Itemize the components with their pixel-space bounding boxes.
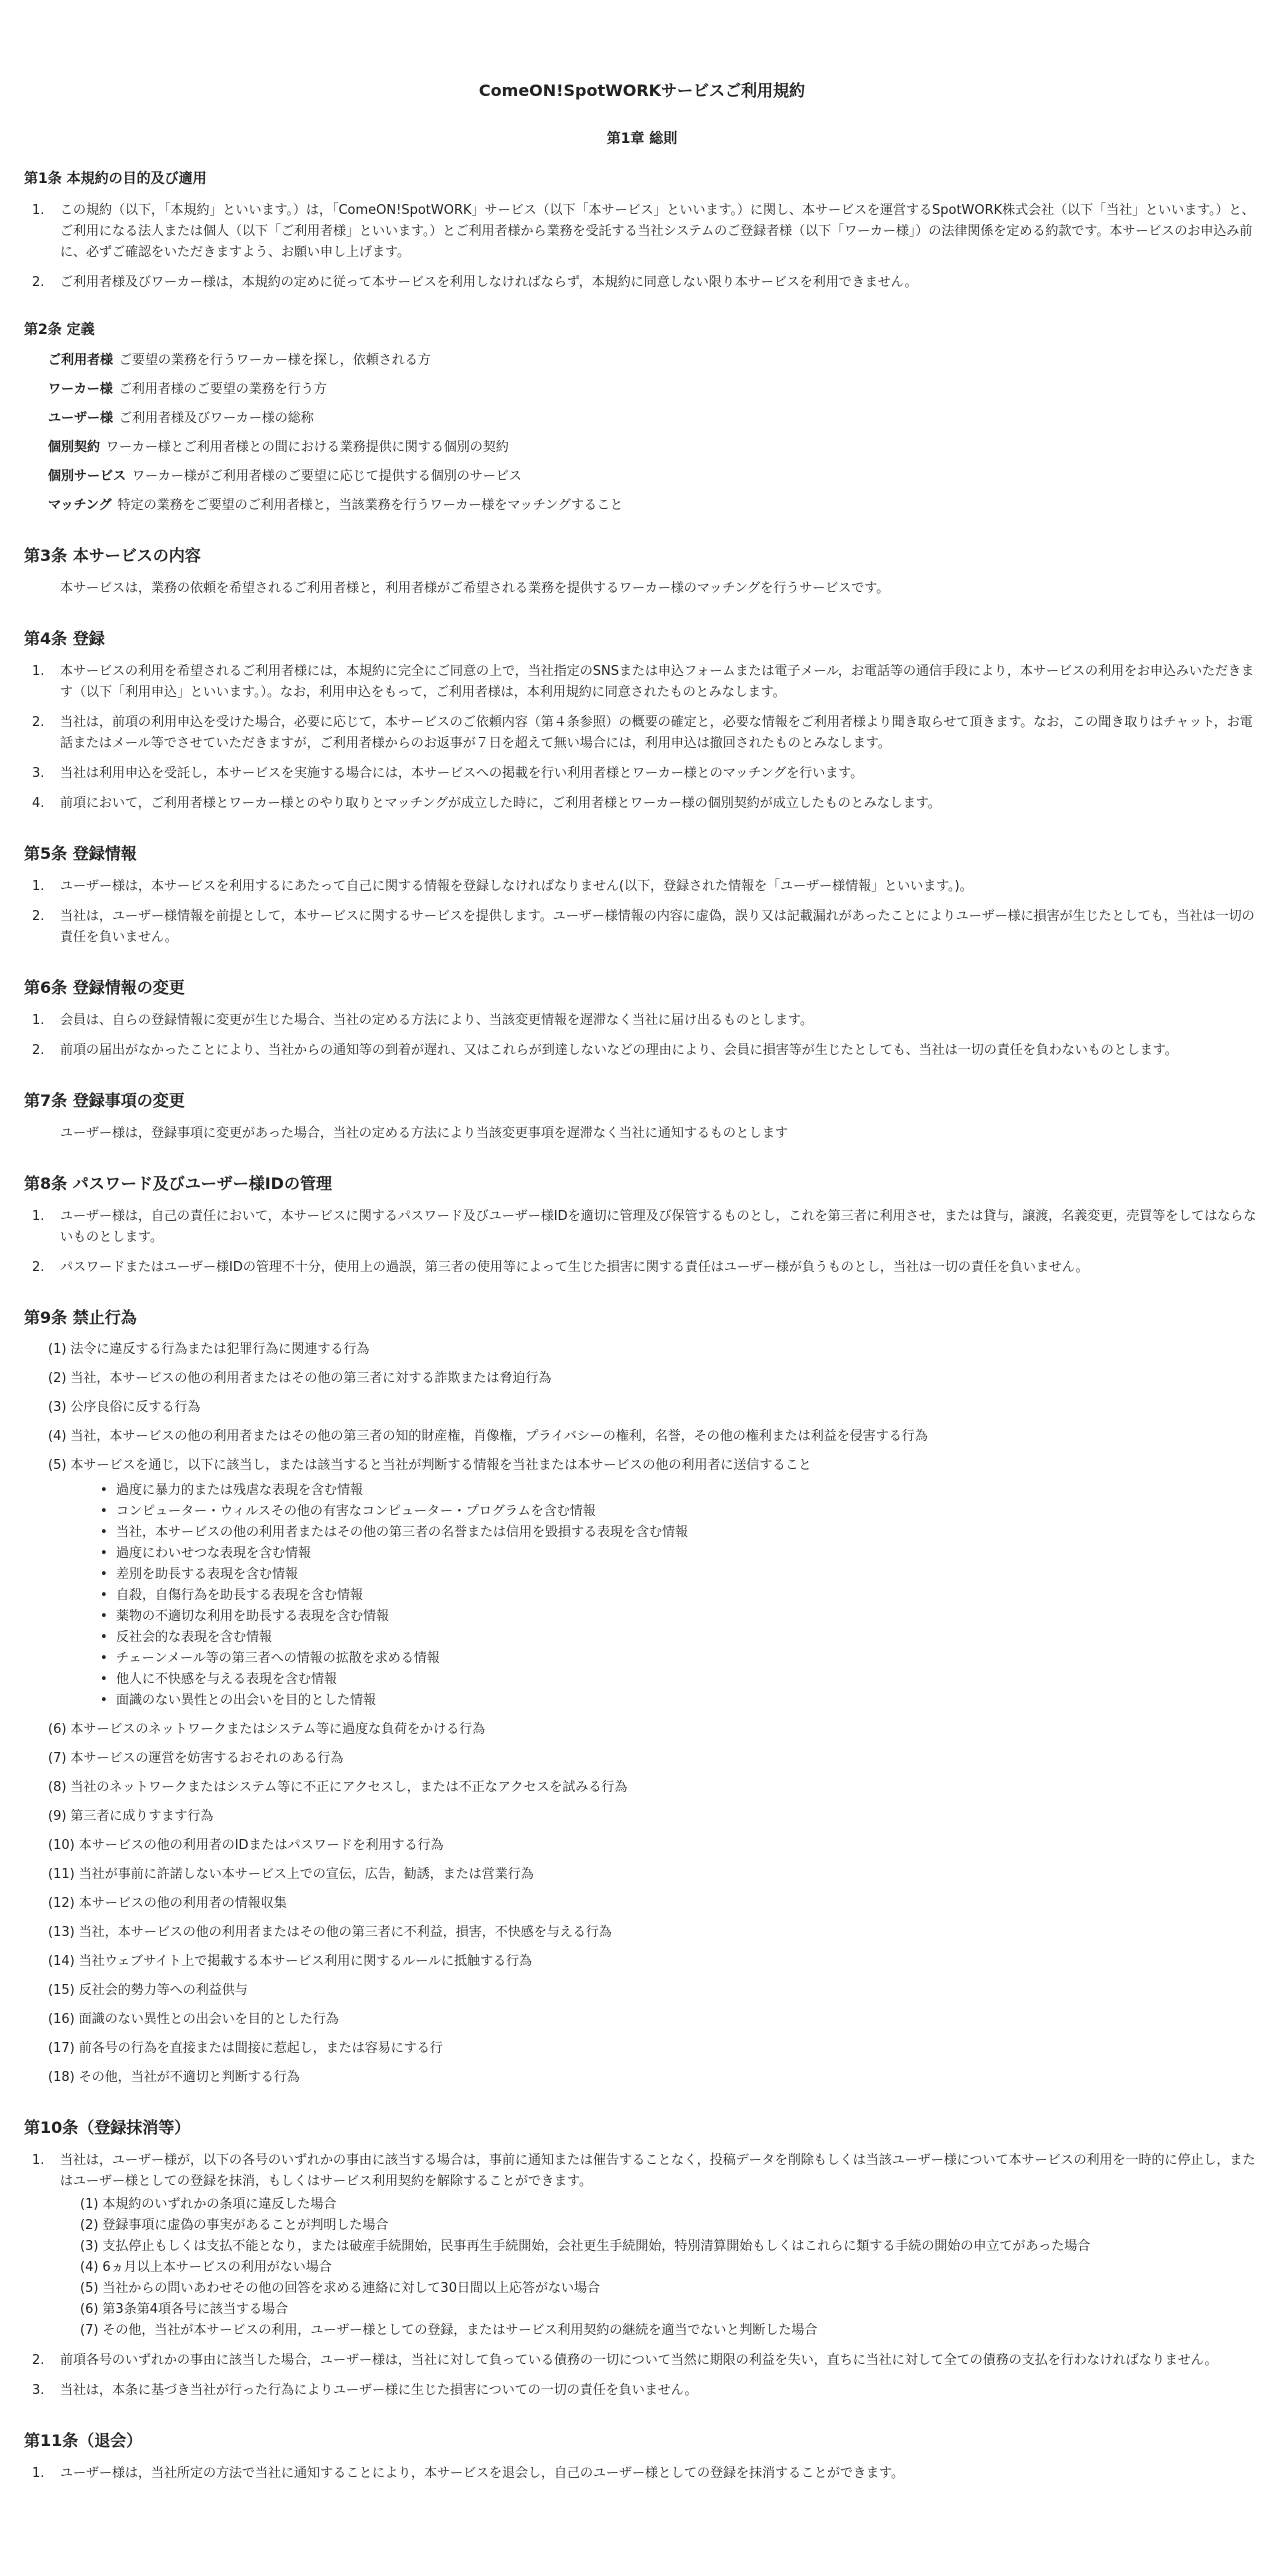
sub-item xyxy=(80,2236,1260,2257)
item-number: 4. xyxy=(32,796,45,811)
sub-item xyxy=(80,2257,1260,2278)
item-text: その他，当社が不適切と判断する行為 xyxy=(78,2070,300,2085)
item-number: 1. xyxy=(32,1013,45,1028)
article-6-list xyxy=(24,1010,1260,1061)
article-7-heading: 第7条 登録事項の変更 xyxy=(24,1091,185,1110)
item-number: 3. xyxy=(32,2383,45,2398)
sub-item xyxy=(80,2215,1260,2236)
definition-desc: ご要望の業務を行うワーカー様を探し，依頼される方 xyxy=(119,353,431,368)
definition-desc: ワーカー様がご利用者様のご要望に応じて提供する個別のサービス xyxy=(132,469,522,484)
sub-item-number: (1) xyxy=(80,2197,99,2212)
item-text: 本サービスの運営を妨害するおそれのある行為 xyxy=(70,1751,344,1766)
bullet-item: • 当社，本サービスの他の利用者またはその他の第三者の名誉または信用を毀損する表現を含む情報 xyxy=(98,1522,1260,1543)
sub-item-text: 本規約のいずれかの条項に違反した場合 xyxy=(102,2197,337,2212)
item-number: (6) xyxy=(48,1722,67,1737)
item-text: 法令に違反する行為または犯罪行為に関連する行為 xyxy=(70,1342,370,1357)
item-number: 1. xyxy=(32,1209,45,1224)
item-number: (5) xyxy=(48,1458,67,1473)
article-2-heading: 第2条 定義 xyxy=(24,322,95,338)
article-9 xyxy=(24,1308,1260,2088)
list-item xyxy=(24,1720,1260,1740)
item-text: 会員は、自らの登録情報に変更が生じた場合、当社の定める方法により、当該変更情報を遅滞なく当社に届け出るものとします。 xyxy=(60,1013,813,1028)
article-3-text: 本サービスは，業務の依頼を希望されるご利用者様と，利用者様がご希望される業務を提供するワーカー様のマッチングを行うサービスです。 xyxy=(60,581,890,596)
article-6-heading: 第6条 登録情報の変更 xyxy=(24,978,185,997)
list-item xyxy=(24,1749,1260,1769)
article-10-list xyxy=(24,2150,1260,2401)
list-item xyxy=(24,2068,1260,2088)
item-text: ユーザー様は，本サービスを利用するにあたって自己に関する情報を登録しなければなりません(以下，登録された情報を「ユーザー様情報」といいます。)。 xyxy=(60,879,973,894)
article-7-text: ユーザー様は，登録事項に変更があった場合，当社の定める方法により当該変更事項を遅滞なく当社に通知するものとします xyxy=(60,1126,788,1141)
list-item xyxy=(24,1398,1260,1418)
article-11 xyxy=(24,2431,1260,2484)
list-item xyxy=(24,1952,1260,1972)
bullet-item: • 過度にわいせつな表現を含む情報 xyxy=(98,1543,1260,1564)
item-number: (10) xyxy=(48,1838,75,1853)
definition-row xyxy=(24,380,1260,400)
definition-term: マッチング xyxy=(48,498,112,513)
list-item xyxy=(24,906,1260,948)
item-text: ユーザー様は，当社所定の方法で当社に通知することにより，本サービスを退会し，自己のユーザー様としての登録を抹消することができます。 xyxy=(60,2466,904,2481)
definition-desc: 特定の業務をご要望のご利用者様と，当該業務を行うワーカー様をマッチングすること xyxy=(117,498,623,513)
definition-term: 個別契約 xyxy=(48,440,101,455)
item-text: 当社は，前項の利用申込を受けた場合，必要に応じて，本サービスのご依頼内容（第４条参照）の概要の確定と，必要な情報をご利用者様より聞き取らせて頂きます。なお，この聞き取りはチャット，お電話またはメール等でさせていただきますが，ご利用者様からのお返事が７日を超えて無い場合には，利用申込は撤回されたものとみなします。 xyxy=(60,715,1253,751)
definition-row xyxy=(24,351,1260,371)
item-number: 2. xyxy=(32,909,45,924)
list-item xyxy=(24,272,1260,293)
item-text: 前項の届出がなかったことにより、当社からの通知等の到着が遅れ、又はこれらが到達しないなどの理由により、会員に損害等が生じたとしても、当社は一切の責任を負わないものとします。 xyxy=(60,1043,1178,1058)
item-number: 2. xyxy=(32,1043,45,1058)
item-text: 本サービスの他の利用者のIDまたはパスワードを利用する行為 xyxy=(78,1838,444,1853)
list-item xyxy=(24,876,1260,897)
list-item xyxy=(24,2350,1260,2371)
bullet-item: • 差別を助長する表現を含む情報 xyxy=(98,1564,1260,1585)
item-text: ご利用者様及びワーカー様は，本規約の定めに従って本サービスを利用しなければならず，本規約に同意しない限り本サービスを利用できません。 xyxy=(60,275,918,290)
item-text: 前項各号のいずれかの事由に該当した場合，ユーザー様は，当社に対して負っている債務の一切について当然に期限の利益を失い，直ちに当社に対して全ての債務の支払を行わなければなりません。 xyxy=(60,2353,1218,2368)
item-number: (11) xyxy=(48,1867,75,1882)
article-1-list xyxy=(24,200,1260,293)
list-item xyxy=(24,1865,1260,1885)
item-number: (9) xyxy=(48,1809,67,1824)
list-item xyxy=(24,1836,1260,1856)
item-number: 1. xyxy=(32,2153,45,2168)
item-number: (17) xyxy=(48,2041,75,2056)
item-number: 1. xyxy=(32,879,45,894)
sub-item xyxy=(80,2278,1260,2299)
definition-row xyxy=(24,496,1260,516)
list-item xyxy=(24,793,1260,814)
item-text: 当社は，本条に基づき当社が行った行為によりユーザー様に生じた損害についての一切の責任を負いません。 xyxy=(60,2383,698,2398)
definition-term: ユーザー様 xyxy=(48,411,114,426)
bullet-item: • 面識のない異性との出会いを目的とした情報 xyxy=(98,1690,1260,1711)
list-item xyxy=(24,1807,1260,1827)
list-item xyxy=(24,2463,1260,2484)
page-title: ComeON!SpotWORKサービスご利用規約 xyxy=(478,81,806,100)
list-item xyxy=(24,1369,1260,1389)
item-number: 1. xyxy=(32,2466,45,2481)
sub-item-text: 当社からの問いあわせその他の回答を求める連絡に対して30日間以上応答がない場合 xyxy=(102,2281,600,2296)
item-number: (14) xyxy=(48,1954,75,1969)
item-number: (13) xyxy=(48,1925,75,1940)
article-4-heading: 第4条 登録 xyxy=(24,629,105,648)
sub-item-text: 支払停止もしくは支払不能となり，または破産手続開始，民事再生手続開始，会社更生手続開始，特別清算開始もしくはこれらに類する手続の開始の申立てがあった場合 xyxy=(102,2239,1091,2254)
list-item xyxy=(24,1981,1260,2001)
item-text: 当社のネットワークまたはシステム等に不正にアクセスし，または不正なアクセスを試みる行為 xyxy=(70,1780,628,1795)
definition-desc: ご利用者様及びワーカー様の総称 xyxy=(119,411,314,426)
article-6 xyxy=(24,978,1260,1061)
list-item xyxy=(24,2380,1260,2401)
list-item xyxy=(24,2150,1260,2341)
article-7 xyxy=(24,1091,1260,1144)
item-text: 第三者に成りすます行為 xyxy=(70,1809,214,1824)
bullet-item: • 薬物の不適切な利用を助長する表現を含む情報 xyxy=(98,1606,1260,1627)
item-number: 1. xyxy=(32,664,45,679)
bullet-item: • 過度に暴力的または残虐な表現を含む情報 xyxy=(98,1480,1260,1501)
sub-list xyxy=(60,2194,1260,2341)
item-text: 前項において，ご利用者様とワーカー様とのやり取りとマッチングが成立した時に，ご利用者様とワーカー様の個別契約が成立したものとみなします。 xyxy=(60,796,941,811)
item-number: 2. xyxy=(32,715,45,730)
item-number: (15) xyxy=(48,1983,75,1998)
item-number: (18) xyxy=(48,2070,75,2085)
item-text: 本サービスの他の利用者の情報収集 xyxy=(78,1896,287,1911)
list-item xyxy=(24,763,1260,784)
list-item xyxy=(24,1427,1260,1447)
item-text: この規約（以下，「本規約」といいます。）は，「ComeON!SpotWORK」サービス（以下「本サービス」といいます。）に関し、本サービスを運営するSpotWORK株式会社（以下「当社」といいます。）と、ご利用になる法人または個人（以下「ご利用者様」といいます。）とご利用者様から業務を受託する当社システムのご登録者様（以下「ワーカー様」）の法律関係を定める約款です。本サービスのお申込み前に、必ずご確認をいただきますよう、お願い申し上げます。 xyxy=(60,203,1255,260)
sub-item-number: (3) xyxy=(80,2239,99,2254)
list-item xyxy=(24,712,1260,754)
item-text: 前各号の行為を直接または間接に惹起し，または容易にする行 xyxy=(78,2041,443,2056)
article-10 xyxy=(24,2118,1260,2401)
list-item xyxy=(24,1257,1260,1278)
item-number: (7) xyxy=(48,1751,67,1766)
list-item xyxy=(24,1456,1260,1711)
list-item xyxy=(24,1778,1260,1798)
item-text: 本サービスの利用を希望されるご利用者様には，本規約に完全にご同意の上で，当社指定のSNSまたは申込フォームまたは電子メール，お電話等の通信手段により，本サービスの利用をお申込みいただきます（以下「利用申込」といいます。）。なお，利用申込をもって，ご利用者様は，本利用規約に同意されたものとみなします。 xyxy=(60,664,1255,700)
sub-item-number: (2) xyxy=(80,2218,99,2233)
item-text: 当社は，ユーザー様が，以下の各号のいずれかの事由に該当する場合は，事前に通知または催告することなく，投稿データを削除もしくは当該ユーザー様について本サービスの利用を一時的に停止し，またはユーザー様としての登録を抹消，もしくはサービス利用契約を解除することができます。 xyxy=(60,2153,1256,2189)
item-number: (1) xyxy=(48,1342,67,1357)
definition-desc: ご利用者様のご要望の業務を行う方 xyxy=(118,382,327,397)
sub-item-number: (7) xyxy=(80,2323,99,2338)
item-number: (2) xyxy=(48,1371,67,1386)
list-item xyxy=(24,1894,1260,1914)
article-1-heading: 第1条 本規約の目的及び適用 xyxy=(24,171,207,187)
item-number: 2. xyxy=(32,2353,45,2368)
item-text: 当社は，ユーザー様情報を前提として，本サービスに関するサービスを提供します。ユーザー様情報の内容に虚偽，誤り又は記載漏れがあったことによりユーザー様に損害が生じたとしても，当社は一切の責任を負いません。 xyxy=(60,909,1255,945)
article-2 xyxy=(24,321,1260,516)
article-8 xyxy=(24,1174,1260,1278)
item-number: 3. xyxy=(32,766,45,781)
article-5 xyxy=(24,844,1260,948)
article-11-heading: 第11条（退会） xyxy=(24,2431,143,2450)
item-text: 当社は利用申込を受託し，本サービスを実施する場合には，本サービスへの掲載を行い利用者様とワーカー様とのマッチングを行います。 xyxy=(60,766,864,781)
article-5-list xyxy=(24,876,1260,948)
list-item xyxy=(24,1040,1260,1061)
definition-row xyxy=(24,467,1260,487)
list-item xyxy=(24,1010,1260,1031)
item-text: 当社，本サービスの他の利用者またはその他の第三者に不利益，損害，不快感を与える行為 xyxy=(78,1925,612,1940)
sub-item-text: 第3条第4項各号に該当する場合 xyxy=(102,2302,288,2317)
item-text: パスワードまたはユーザー様IDの管理不十分，使用上の過誤，第三者の使用等によって生じた損害に関する責任はユーザー様が負うものとし，当社は一切の責任を負いません。 xyxy=(60,1260,1089,1275)
definition-row xyxy=(24,438,1260,458)
bullet-item: • チェーンメール等の第三者への情報の拡散を求める情報 xyxy=(98,1648,1260,1669)
item-number: (3) xyxy=(48,1400,67,1415)
article-4-list xyxy=(24,661,1260,814)
item-text: 本サービスのネットワークまたはシステム等に過度な負荷をかける行為 xyxy=(70,1722,486,1737)
definition-list xyxy=(24,351,1260,516)
sub-item-number: (4) xyxy=(80,2260,99,2275)
bullet-item: • 反社会的な表現を含む情報 xyxy=(98,1627,1260,1648)
bullet-list xyxy=(48,1480,1260,1711)
definition-desc: ワーカー様とご利用者様との間における業務提供に関する個別の契約 xyxy=(106,440,509,455)
list-item xyxy=(24,2010,1260,2030)
item-text: 本サービスを通じ，以下に該当し，または該当すると当社が判断する情報を当社または本サービスの他の利用者に送信すること xyxy=(70,1458,812,1473)
article-4 xyxy=(24,629,1260,814)
list-item xyxy=(24,1206,1260,1248)
sub-item-number: (6) xyxy=(80,2302,99,2317)
sub-item-text: 登録事項に虚偽の事実があることが判明した場合 xyxy=(102,2218,389,2233)
definition-term: 個別サービス xyxy=(48,469,127,484)
item-text: 当社，本サービスの他の利用者またはその他の第三者に対する詐欺または脅迫行為 xyxy=(70,1371,552,1386)
article-8-heading: 第8条 パスワード及びユーザー様IDの管理 xyxy=(24,1174,332,1193)
sub-item-number: (5) xyxy=(80,2281,99,2296)
article-10-heading: 第10条（登録抹消等） xyxy=(24,2118,191,2137)
bullet-item: • 自殺，自傷行為を助長する表現を含む情報 xyxy=(98,1585,1260,1606)
item-number: (4) xyxy=(48,1429,67,1444)
item-number: (12) xyxy=(48,1896,75,1911)
item-number: 2. xyxy=(32,275,45,290)
sub-item xyxy=(80,2299,1260,2320)
bullet-item: • コンピューター・ウィルスその他の有害なコンピューター・プログラムを含む情報 xyxy=(98,1501,1260,1522)
article-8-list xyxy=(24,1206,1260,1278)
article-3-heading: 第3条 本サービスの内容 xyxy=(24,546,201,565)
list-item xyxy=(24,2039,1260,2059)
item-number: (16) xyxy=(48,2012,75,2027)
definition-row xyxy=(24,409,1260,429)
definition-term: ワーカー様 xyxy=(48,382,113,397)
article-1 xyxy=(24,170,1260,293)
item-number: 2. xyxy=(32,1260,45,1275)
item-text: ユーザー様は，自己の責任において，本サービスに関するパスワード及びユーザー様IDを適切に管理及び保管するものとし，これを第三者に利用させ，または貸与，譲渡，名義変更，売買等をしてはならないものとします。 xyxy=(60,1209,1257,1245)
sub-item-text: 6ヵ月以上本サービスの利用がない場合 xyxy=(102,2260,332,2275)
definition-term: ご利用者様 xyxy=(48,353,114,368)
article-3 xyxy=(24,546,1260,599)
item-text: 当社ウェブサイト上で掲載する本サービス利用に関するルールに抵触する行為 xyxy=(78,1954,532,1969)
item-text: 反社会的勢力等への利益供与 xyxy=(78,1983,248,1998)
list-item xyxy=(24,661,1260,703)
sub-item xyxy=(80,2320,1260,2341)
chapter-heading: 第1章 総則 xyxy=(606,131,678,147)
item-number: (8) xyxy=(48,1780,67,1795)
article-11-list xyxy=(24,2463,1260,2484)
list-item xyxy=(24,1340,1260,1360)
article-5-heading: 第5条 登録情報 xyxy=(24,844,137,863)
list-item xyxy=(24,1923,1260,1943)
prohibited-acts-list xyxy=(24,1340,1260,2088)
item-text: 公序良俗に反する行為 xyxy=(70,1400,201,1415)
sub-item xyxy=(80,2194,1260,2215)
bullet-item: • 他人に不快感を与える表現を含む情報 xyxy=(98,1669,1260,1690)
item-number: 1. xyxy=(32,203,45,218)
article-9-heading: 第9条 禁止行為 xyxy=(24,1308,137,1327)
item-text: 当社が事前に許諾しない本サービス上での宣伝，広告，勧誘，または営業行為 xyxy=(78,1867,534,1882)
item-text: 当社，本サービスの他の利用者またはその他の第三者の知的財産権，肖像権，プライバシーの権利，名誉，その他の権利または利益を侵害する行為 xyxy=(70,1429,928,1444)
list-item xyxy=(24,200,1260,263)
sub-item-text: その他，当社が本サービスの利用，ユーザー様としての登録，またはサービス利用契約の継続を適当でないと判断した場合 xyxy=(102,2323,818,2338)
item-text: 面識のない異性との出会いを目的とした行為 xyxy=(78,2012,339,2027)
